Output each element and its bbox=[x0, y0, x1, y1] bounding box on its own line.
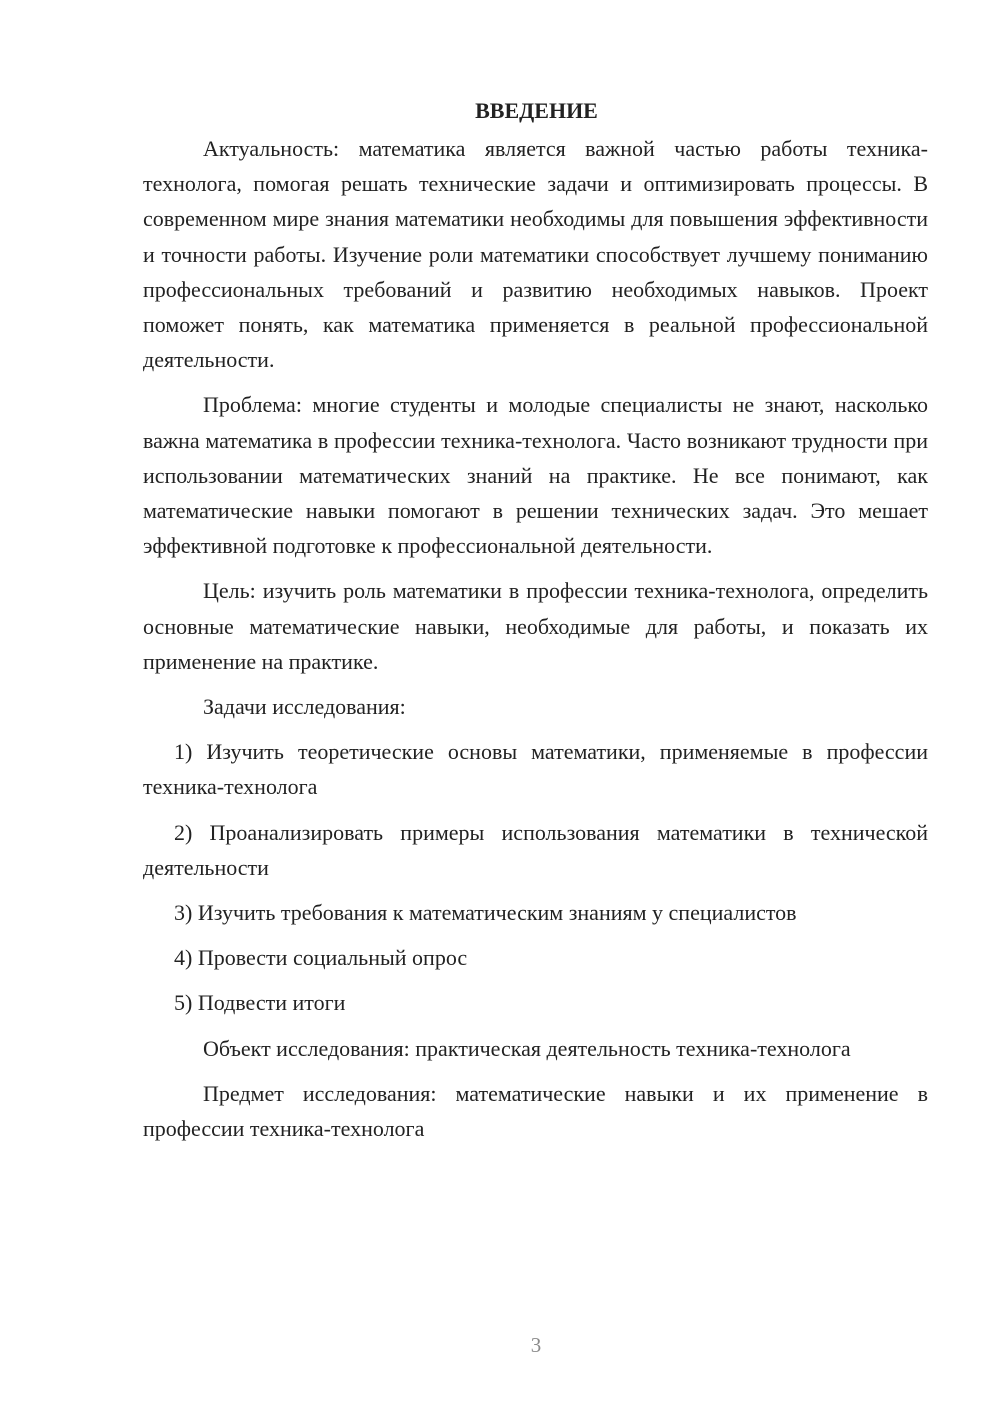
tasks-heading: Задачи исследования: bbox=[203, 694, 406, 720]
goal-paragraph: Цель: изучить роль математики в профессии техника-технолога, определить основные математические навыки, необходимые для работы, и показать их применение на практике. bbox=[143, 578, 928, 674]
task-item-4: 4) Провести социальный опрос bbox=[174, 945, 468, 971]
section-title: ВВЕДЕНИЕ bbox=[475, 98, 598, 123]
tasks-list bbox=[143, 734, 928, 1020]
task-item-5: 5) Подвести итоги bbox=[174, 990, 346, 1016]
relevance-paragraph: Актуальность: математика является важной частью работы техника-технолога, помогая решать технические задачи и оптимизировать процессы. В современном мире знания математики необходимы для повышения эффективности и точности работы. Изучение роли математики способствует лучшему пониманию профессиональных требований и развитию необходимых навыков. Проект поможет понять, как математика применяется в реальной профессиональной деятельности. bbox=[143, 136, 928, 373]
problem-paragraph: Проблема: многие студенты и молодые специалисты не знают, насколько важна математика в профессии техника-технолога. Часто возникают трудности при использовании математических знаний на практике. Не все понимают, как математические навыки помогают в решении технических задач. Это мешает эффективной подготовке к профессиональной деятельности. bbox=[143, 392, 928, 559]
object-paragraph: Объект исследования: практическая деятельность техника-технолога bbox=[203, 1035, 851, 1061]
document-page bbox=[143, 96, 928, 1156]
page-number: 3 bbox=[530, 1333, 542, 1357]
task-item-1: 1) Изучить теоретические основы математики, применяемые в профессии техника-технолога bbox=[143, 739, 928, 800]
task-item-2: 2) Проанализировать примеры использования математики в технической деятельности bbox=[143, 819, 928, 880]
subject-paragraph: Предмет исследования: математические навыки и их применение в профессии техника-технолога bbox=[143, 1080, 928, 1142]
task-item-3: 3) Изучить требования к математическим знаниям у специалистов bbox=[174, 900, 797, 926]
